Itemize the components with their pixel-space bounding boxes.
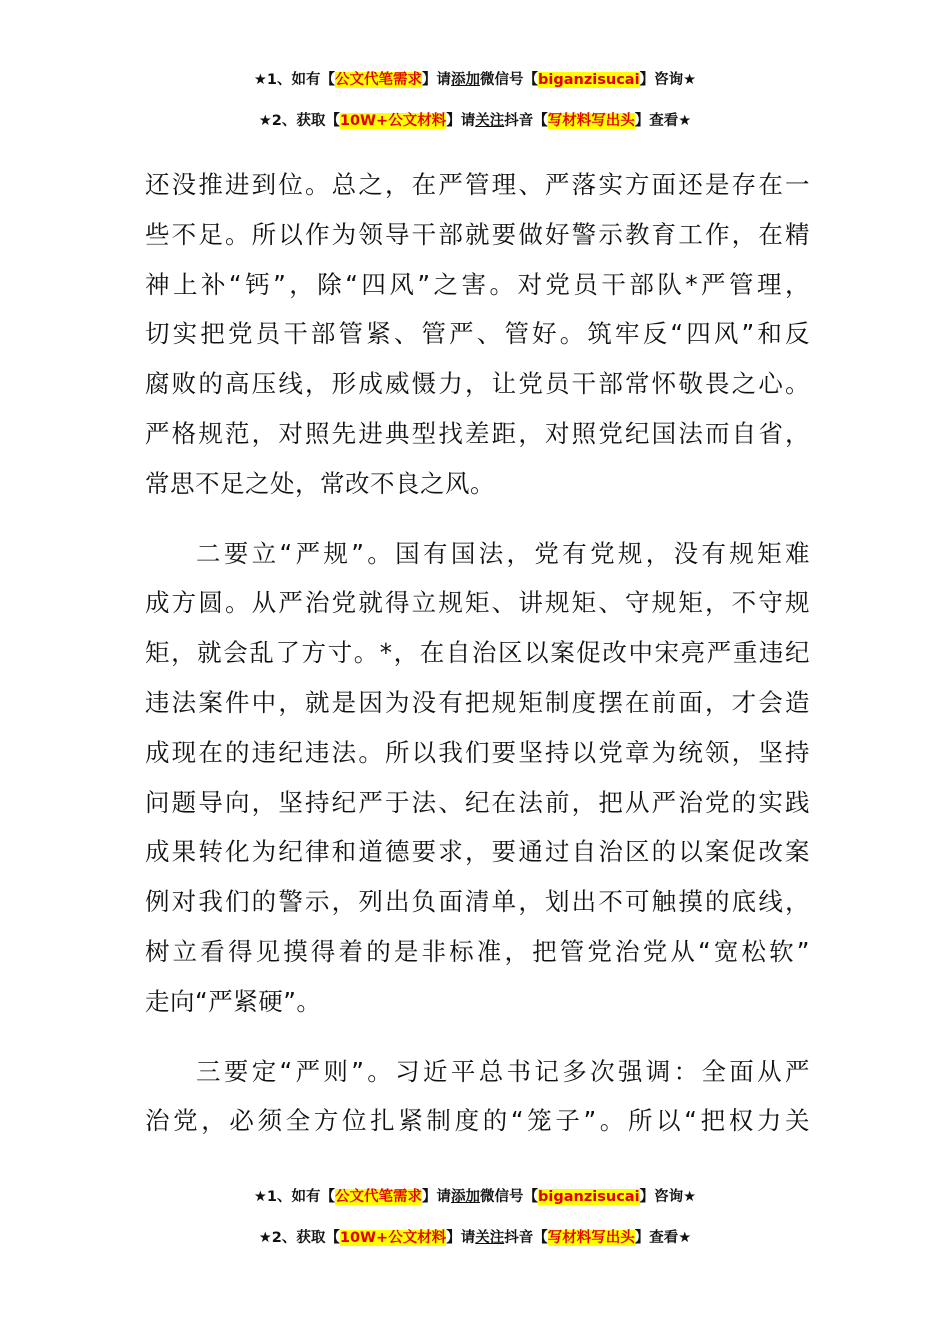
banner-text: 】咨询★ [639, 72, 697, 88]
banner-highlight: 公文代笔需求 [335, 72, 423, 88]
banner-highlight: 10W+公文材料 [339, 113, 447, 129]
banner-highlight: biganzisucai [538, 1189, 640, 1205]
banner-text: 微信号【 [480, 1189, 539, 1205]
banner-text: ★1、如有【 [253, 72, 336, 88]
banner-text: 】请 [446, 1230, 476, 1246]
text-line: 严格规范，对照先进典型找差距，对照党纪国法而自省， [145, 418, 810, 448]
banner-emphasis: 关注 [475, 113, 505, 129]
banner-emphasis: 关注 [475, 1230, 505, 1246]
banner-text: 】查看★ [634, 113, 692, 129]
banner-text: ★2、获取【 [258, 113, 340, 129]
text-line: 切实把党员干部管紧、管严、管好。筑牢反“四风”和反 [145, 319, 810, 349]
banner-text: 抖音【 [504, 113, 548, 129]
banner-highlight: biganzisucai [538, 72, 640, 88]
text-line: 成果转化为纪律和道德要求，要通过自治区的以案促改案 [145, 837, 810, 867]
banner-emphasis: 添加 [451, 72, 481, 88]
promo-banner-line-2 [0, 111, 950, 131]
banner-text: 】查看★ [634, 1230, 692, 1246]
paragraph [145, 160, 810, 509]
text-line: 矩，就会乱了方寸。*，在自治区以案促改中宋亮严重违纪 [145, 638, 810, 668]
text-line: 树立看得见摸得着的是非标准，把管党治党从“宽松软” [145, 936, 810, 966]
banner-highlight: 公文代笔需求 [335, 1189, 423, 1205]
paragraph [145, 529, 810, 1027]
text-line: 成方圆。从严治党就得立规矩、讲规矩、守规矩，不守规 [145, 588, 810, 618]
banner-text: ★2、获取【 [258, 1230, 340, 1246]
banner-text: 】请 [446, 113, 476, 129]
text-line: 例对我们的警示，列出负面清单，划出不可触摸的底线， [145, 887, 810, 917]
banner-highlight: 写材料写出头 [547, 113, 635, 129]
banner-highlight: 10W+公文材料 [339, 1230, 447, 1246]
promo-banner-line-1-footer [0, 1187, 950, 1207]
text-line: 二要立“严规”。国有国法，党有党规，没有规矩难 [196, 538, 810, 568]
banner-text: 】咨询★ [639, 1189, 697, 1205]
promo-banner-line-2-footer [0, 1228, 950, 1248]
banner-text: 】请 [422, 1189, 452, 1205]
document-body [145, 160, 810, 1166]
text-line: 神上补“钙”，除“四风”之害。对党员干部队*严管理， [145, 269, 810, 299]
paragraph [145, 1047, 810, 1147]
text-line: 腐败的高压线，形成威慑力，让党员干部常怀敬畏之心。 [145, 369, 810, 399]
text-line: 些不足。所以作为领导干部就要做好警示教育工作，在精 [145, 219, 810, 249]
banner-text: ★1、如有【 [253, 1189, 336, 1205]
banner-text: 抖音【 [504, 1230, 548, 1246]
text-line: 问题导向，坚持纪严于法、纪在法前，把从严治党的实践 [145, 787, 810, 817]
banner-emphasis: 添加 [451, 1189, 481, 1205]
banner-highlight: 写材料写出头 [547, 1230, 635, 1246]
promo-banner-line-1 [0, 70, 950, 90]
text-line: 成现在的违纪违法。所以我们要坚持以党章为统领，坚持 [145, 737, 810, 767]
text-line: 治党，必须全方位扎紧制度的“笼子”。所以“把权力关 [145, 1106, 810, 1136]
text-line: 三要定“严则”。习近平总书记多次强调：全面从严 [196, 1056, 810, 1086]
text-line: 违法案件中，就是因为没有把规矩制度摆在前面，才会造 [145, 687, 810, 717]
text-line: 走向“严紧硬”。 [145, 986, 322, 1016]
text-line: 还没推进到位。总之，在严管理、严落实方面还是存在一 [145, 170, 810, 199]
banner-text: 微信号【 [480, 72, 539, 88]
text-line: 常思不足之处，常改不良之风。 [145, 468, 495, 498]
banner-text: 】请 [422, 72, 452, 88]
